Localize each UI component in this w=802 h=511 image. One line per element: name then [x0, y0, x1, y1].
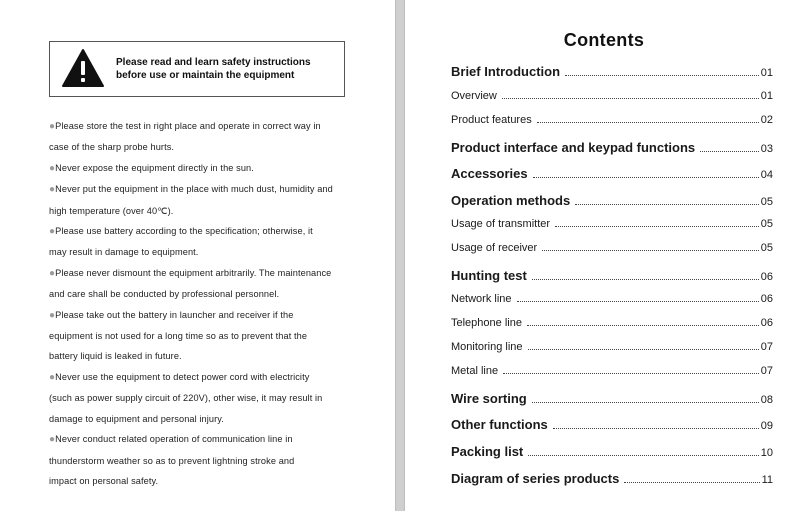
toc-entry-page: 05: [760, 218, 773, 230]
toc-entry[interactable]: [451, 140, 773, 158]
toc-entry-title: Usage of receiver: [451, 242, 538, 254]
safety-line-text: damage to equipment and personal injury.: [49, 413, 224, 424]
warning-line-2: before use or maintain the equipment: [116, 70, 295, 81]
safety-line-text: Please use battery according to the specification; otherwise, it: [55, 226, 313, 237]
toc-entry-title: Other functions: [451, 417, 548, 432]
toc-entry[interactable]: [451, 166, 773, 184]
safety-line-text: Never use the equipment to detect power cord with electricity: [55, 371, 310, 382]
toc-entry-page: 02: [760, 114, 773, 126]
safety-instructions-list: [49, 116, 379, 491]
safety-line-text: Never conduct related operation of communication line in: [55, 434, 293, 445]
safety-line: [49, 137, 379, 157]
toc-entry-title: Accessories: [451, 166, 528, 181]
bullet-icon: ●: [49, 371, 56, 383]
toc-entry-page: 01: [760, 90, 773, 102]
toc-entry[interactable]: [451, 317, 773, 335]
toc-entry[interactable]: [451, 114, 773, 132]
safety-line: [49, 346, 379, 366]
safety-line-text: (such as power supply circuit of 220V), other wise, it may result in: [49, 393, 323, 404]
toc-entry-title: Operation methods: [451, 193, 571, 208]
safety-line: [49, 388, 379, 408]
toc-entry[interactable]: [451, 471, 773, 489]
toc-entry[interactable]: [451, 341, 773, 359]
warning-text: [116, 56, 311, 82]
toc-dot-leader: [553, 428, 759, 429]
toc-entry[interactable]: [451, 193, 773, 211]
toc-dot-leader: [624, 482, 759, 483]
toc-entry[interactable]: [451, 64, 773, 82]
right-page: [404, 0, 802, 511]
safety-line: [49, 201, 379, 221]
safety-line-text: may result in damage to equipment.: [49, 247, 199, 258]
toc-entry-title: Product features: [451, 114, 532, 126]
safety-line: [49, 242, 379, 262]
safety-line-text: battery liquid is leaked in future.: [49, 351, 182, 362]
safety-line-text: high temperature (over 40℃).: [49, 205, 174, 216]
toc-entry[interactable]: [451, 391, 773, 409]
toc-dot-leader: [700, 151, 759, 152]
toc-entry-title: Product interface and keypad functions: [451, 140, 696, 155]
bullet-icon: ●: [49, 226, 56, 238]
toc-entry[interactable]: [451, 365, 773, 383]
safety-line: [49, 116, 379, 137]
bullet-icon: ●: [49, 267, 56, 279]
left-page: [0, 0, 396, 511]
safety-line: [49, 471, 379, 491]
safety-line: [49, 284, 379, 304]
safety-warning-box: [49, 41, 345, 97]
toc-dot-leader: [528, 455, 759, 456]
toc-dot-leader: [532, 402, 759, 403]
toc-entry[interactable]: [451, 218, 773, 236]
toc-dot-leader: [528, 349, 759, 350]
toc-dot-leader: [537, 122, 759, 123]
bullet-icon: ●: [49, 184, 56, 196]
toc-entry-page: 05: [760, 242, 773, 254]
toc-entry-page: 01: [760, 67, 773, 79]
toc-dot-leader: [542, 250, 759, 251]
toc-entry-title: Telephone line: [451, 317, 522, 329]
toc-entry-title: Network line: [451, 293, 512, 305]
bullet-icon: ●: [49, 162, 56, 174]
bullet-icon: ●: [49, 434, 56, 446]
toc-entry-title: Overview: [451, 90, 497, 102]
toc-dot-leader: [502, 98, 759, 99]
safety-line-text: Please take out the battery in launcher and receiver if the: [55, 309, 294, 320]
toc-dot-leader: [517, 301, 759, 302]
toc-entry-page: 10: [760, 447, 773, 459]
toc-entry-title: Wire sorting: [451, 391, 527, 406]
safety-line-text: and care shall be conducted by professional personnel.: [49, 289, 280, 300]
safety-line-text: impact on personal safety.: [49, 475, 159, 486]
safety-line: [49, 221, 379, 242]
safety-line: [49, 326, 379, 346]
toc-dot-leader: [532, 279, 759, 280]
book-gutter: [396, 0, 404, 511]
safety-line-text: equipment is not used for a long time so as to prevent that the: [49, 331, 308, 342]
toc-entry[interactable]: [451, 417, 773, 435]
toc-entry-title: Metal line: [451, 365, 499, 377]
toc-dot-leader: [503, 373, 759, 374]
toc-entry[interactable]: [451, 293, 773, 311]
safety-line: [49, 263, 379, 284]
toc-entry-page: 06: [760, 317, 773, 329]
toc-entry-page: 09: [760, 420, 773, 432]
safety-line: [49, 367, 379, 388]
toc-entry-page: 04: [760, 169, 773, 181]
warning-triangle-icon: [61, 48, 105, 88]
safety-line: [49, 158, 379, 179]
safety-line: [49, 451, 379, 471]
safety-line: [49, 409, 379, 429]
toc-entry-page: 06: [760, 271, 773, 283]
toc-entry-title: Hunting test: [451, 268, 527, 283]
toc-dot-leader: [533, 177, 759, 178]
toc-entry-title: Usage of transmitter: [451, 218, 551, 230]
safety-line: [49, 305, 379, 326]
toc-dot-leader: [527, 325, 759, 326]
bullet-icon: ●: [49, 121, 56, 132]
toc-entry-page: 07: [760, 341, 773, 353]
toc-dot-leader: [555, 226, 759, 227]
bullet-icon: ●: [49, 309, 56, 321]
toc-entry-page: 03: [760, 143, 773, 155]
safety-line: [49, 179, 379, 200]
toc-entry-title: Monitoring line: [451, 341, 523, 353]
toc-entry-title: Brief Introduction: [451, 64, 561, 79]
toc-entry-page: 05: [760, 196, 773, 208]
toc-dot-leader: [565, 75, 759, 76]
contents-title: Contents: [563, 30, 645, 50]
toc-entry-title: Packing list: [451, 444, 524, 459]
safety-line-text: Please never dismount the equipment arbitrarily. The maintenance: [55, 267, 332, 278]
safety-line-text: thunderstorm weather so as to prevent lightning stroke and: [49, 455, 295, 466]
toc-entry[interactable]: [451, 444, 773, 462]
safety-line: [49, 429, 379, 450]
toc-entry-page: 08: [760, 394, 773, 406]
toc-entry-title: Diagram of series products: [451, 471, 620, 486]
toc-entry[interactable]: [451, 268, 773, 286]
toc-dot-leader: [575, 204, 759, 205]
safety-line-text: Never put the equipment in the place with much dust, humidity and: [55, 184, 333, 195]
warning-line-1: Please read and learn safety instructions: [116, 57, 311, 68]
safety-line-text: Please store the test in right place and operate in correct way in: [55, 121, 321, 131]
toc-entry-page: 11: [761, 474, 773, 486]
toc-entry-page: 06: [760, 293, 773, 305]
toc-entry[interactable]: [451, 90, 773, 108]
toc-entry-page: 07: [760, 365, 773, 377]
toc-entry[interactable]: [451, 242, 773, 260]
safety-line-text: Never expose the equipment directly in the sun.: [55, 162, 254, 173]
safety-line-text: case of the sharp probe hurts.: [49, 142, 175, 153]
